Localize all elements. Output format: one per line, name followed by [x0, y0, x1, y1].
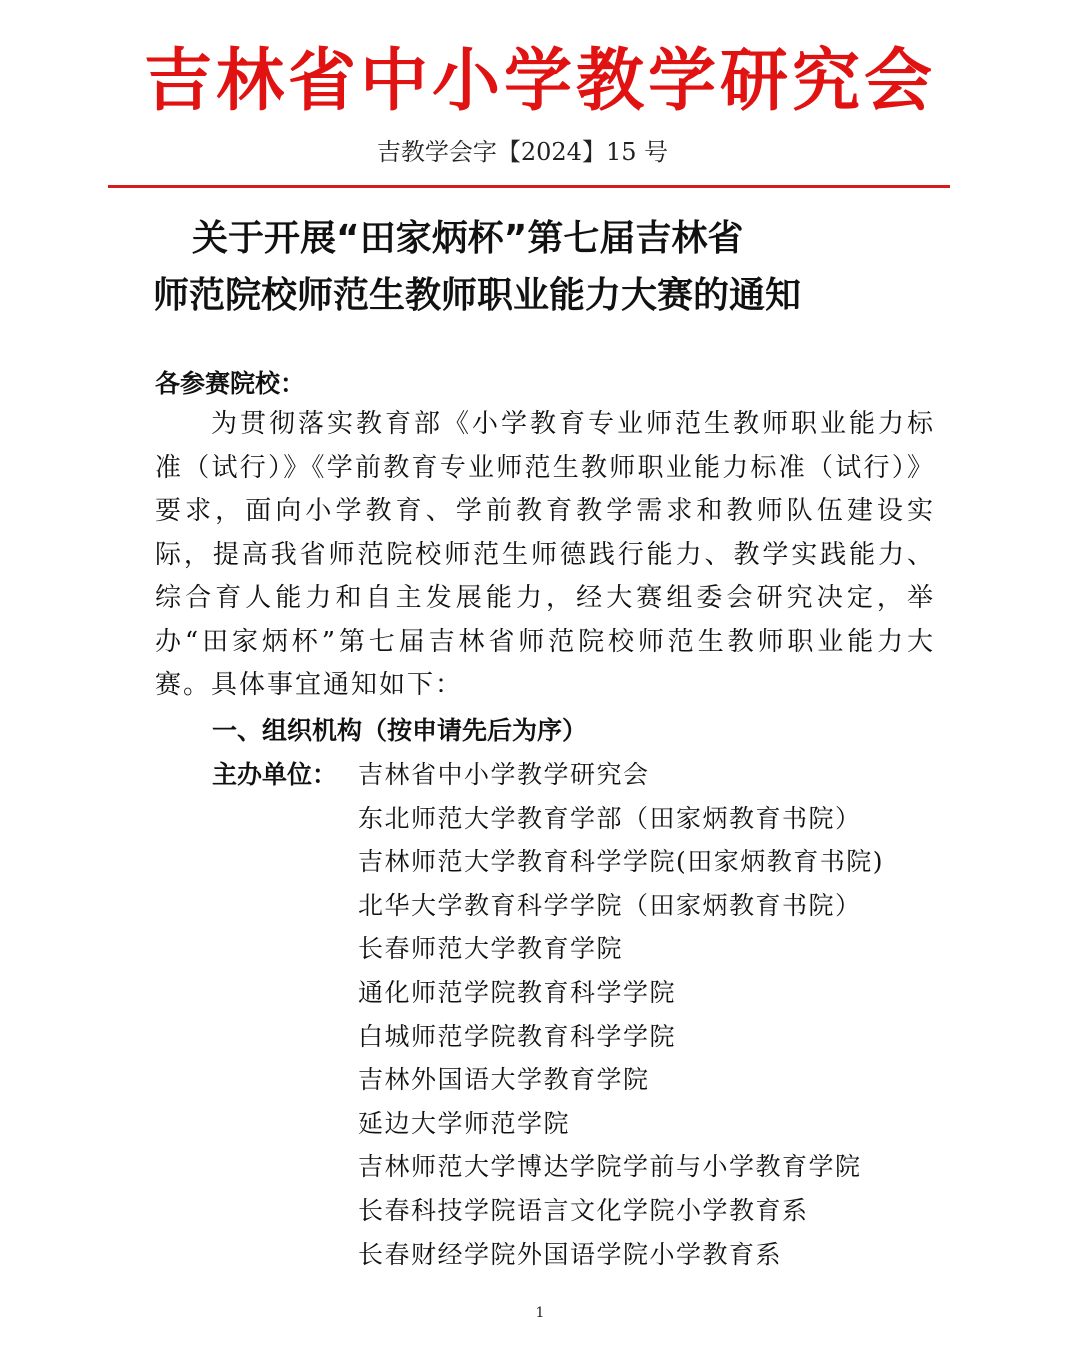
- body-paragraph: 为贯彻落实教育部《小学教育专业师范生教师职业能力标准（试行）》《学前教育专业师范生教师职业能力标准（试行）》要求，面向小学教育、学前教育教学需求和教师队伍建设实际，提高我省师范院校师范生师德践行能力、教学实践能力、综合育人能力和自主发展能力，经大赛组委会研究决定，举办“田家炳杯”第七届吉林省师范院校师范生教师职业能力大赛。具体事宜通知如下：: [155, 409, 935, 700]
- host-unit-item: 通化师范学院教育科学学院: [358, 977, 677, 1007]
- host-unit-item: 吉林师范大学教育科学学院(田家炳教育书院): [358, 847, 885, 877]
- host-unit-item: 吉林外国语大学教育学院: [358, 1065, 650, 1095]
- section-heading-organization: 一、组织机构（按申请先后为序）: [212, 716, 588, 745]
- host-unit-item: 长春科技学院语言文化学院小学教育系: [358, 1195, 809, 1225]
- host-unit-item: 东北师范大学教育学部（田家炳教育书院）: [358, 803, 862, 833]
- host-unit-item: 长春财经学院外国语学院小学教育系: [358, 1239, 783, 1269]
- salutation: 各参赛院校：: [155, 369, 306, 398]
- host-unit-item: 延边大学师范学院: [358, 1108, 571, 1138]
- org-header-title: 吉林省中小学教学研究会: [143, 41, 936, 121]
- notice-title-line-1: 关于开展“田家炳杯”第七届吉林省: [192, 218, 744, 259]
- host-unit-item: 长春师范大学教育学院: [358, 934, 624, 964]
- notice-title-line-2: 师范院校师范生教师职业能力大赛的通知: [153, 275, 802, 316]
- host-units-label: 主办单位：: [212, 760, 338, 789]
- host-unit-item: 吉林省中小学教学研究会: [358, 760, 650, 789]
- red-divider-line: [108, 185, 950, 188]
- document-number: 吉教学会字【2024】15 号: [376, 138, 669, 166]
- host-units-list: [358, 753, 884, 1276]
- host-unit-item: 白城师范学院教育科学学院: [358, 1021, 677, 1051]
- host-unit-item: 吉林师范大学博达学院学前与小学教育学院: [358, 1152, 862, 1182]
- host-unit-item: 北华大学教育科学学院（田家炳教育书院）: [358, 890, 862, 920]
- page-number: 1: [535, 1305, 545, 1321]
